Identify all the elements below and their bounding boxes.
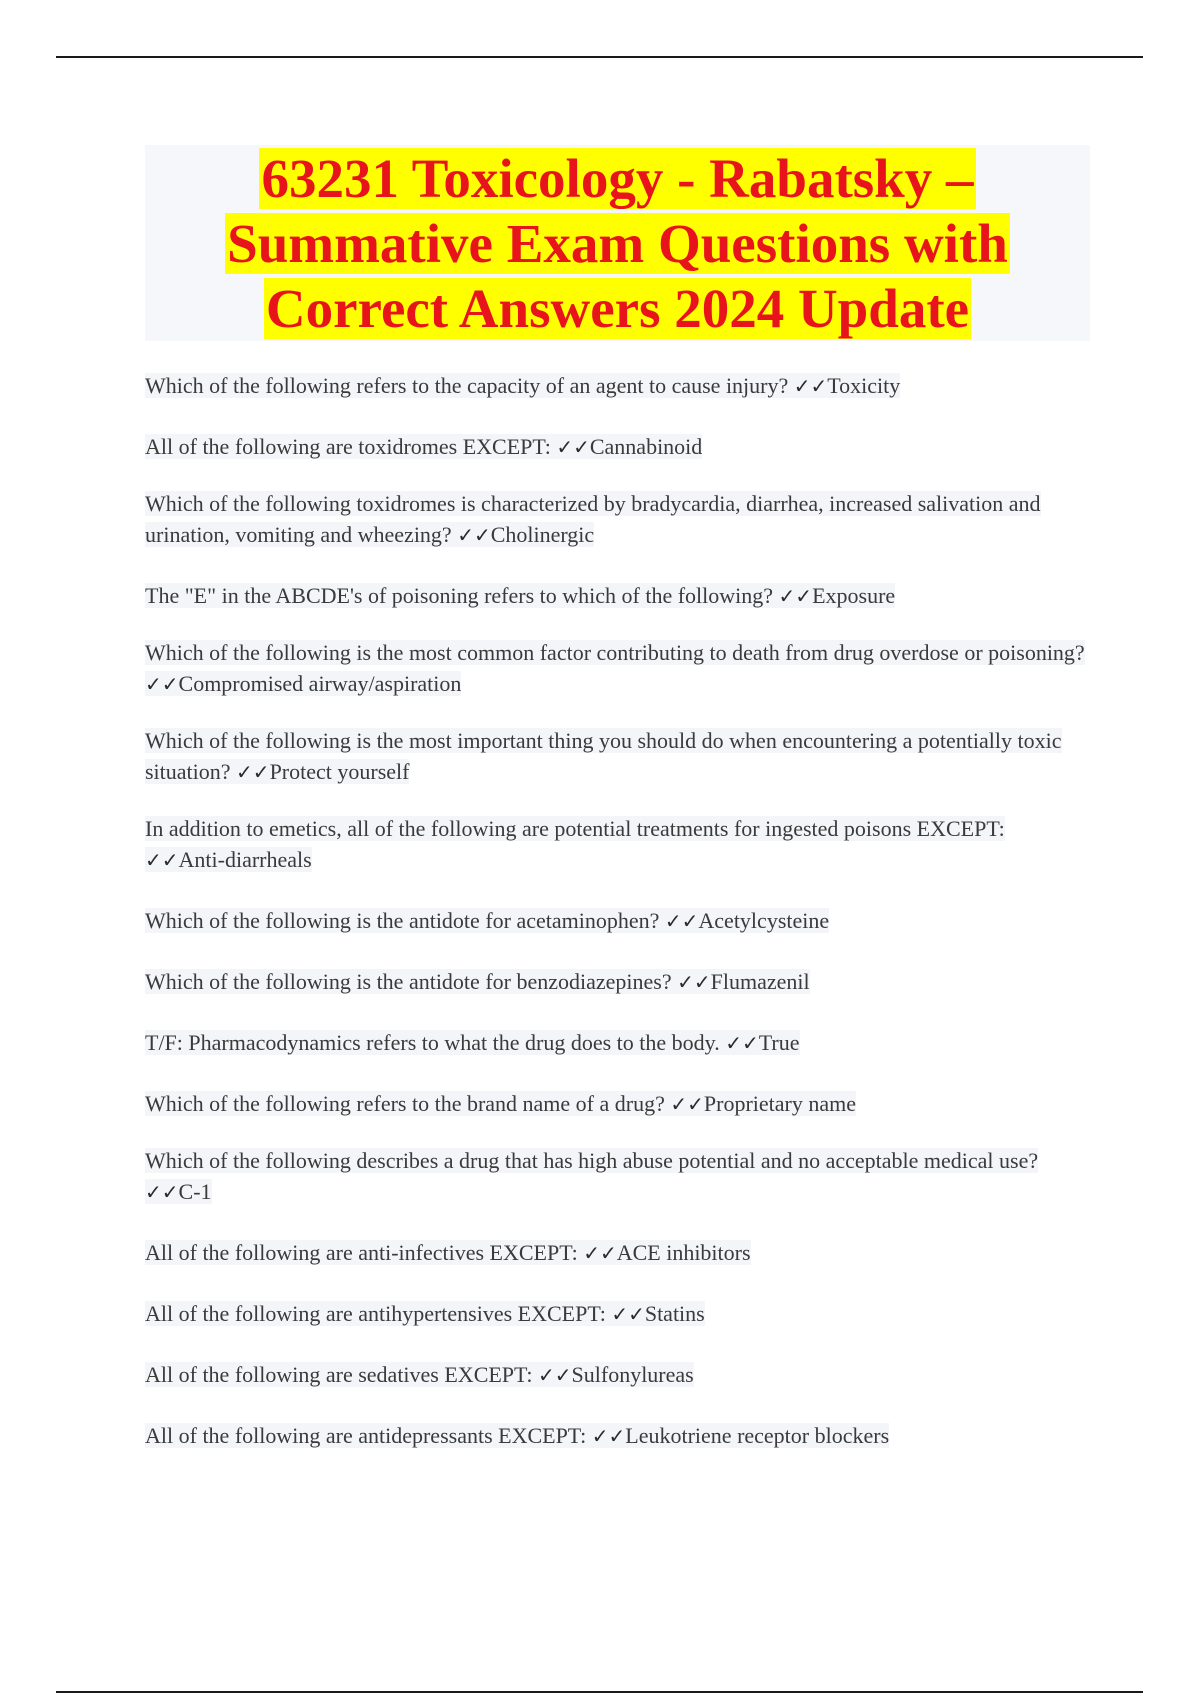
question-text: Which of the following is the most common factor contributing to death from drug overdose or poisoning? — [145, 640, 1085, 665]
qa-list — [145, 370, 1090, 1452]
answer-text: Flumazenil — [710, 969, 810, 994]
answer-text: Sulfonylureas — [571, 1362, 694, 1387]
check-mark-icon: ✓✓ — [457, 523, 491, 547]
check-mark-icon: ✓✓ — [556, 435, 590, 459]
qa-item — [145, 431, 1090, 463]
title-line-1: 63231 Toxicology - Rabatsky – — [261, 147, 974, 209]
question-text: Which of the following is the antidote for benzodiazepines? — [145, 969, 672, 994]
qa-item — [145, 966, 1090, 998]
qa-item — [145, 1088, 1090, 1120]
question-text: Which of the following is the most important thing you should do when encountering a potentially toxic situation? — [145, 728, 1062, 784]
check-mark-icon: ✓✓ — [236, 760, 270, 784]
qa-item — [145, 813, 1090, 876]
check-mark-icon: ✓✓ — [725, 1031, 759, 1055]
answer-text: Cholinergic — [490, 522, 595, 547]
question-text: T/F: Pharmacodynamics refers to what the drug does to the body. — [145, 1030, 720, 1055]
qa-item — [145, 1027, 1090, 1059]
top-rule — [56, 56, 1143, 58]
check-mark-icon: ✓✓ — [145, 848, 179, 872]
title-block — [145, 145, 1090, 341]
qa-item — [145, 1359, 1090, 1391]
answer-text: Acetylcysteine — [698, 908, 830, 933]
question-text: All of the following are toxidromes EXCEPT: — [145, 434, 551, 459]
qa-item — [145, 637, 1090, 700]
title-line-2: Summative Exam Questions with — [227, 212, 1008, 274]
qa-item — [145, 1298, 1090, 1330]
bottom-rule — [56, 1691, 1143, 1693]
check-mark-icon: ✓✓ — [664, 909, 699, 933]
qa-item — [145, 725, 1090, 788]
question-text: Which of the following refers to the capacity of an agent to cause injury? — [145, 373, 789, 398]
check-mark-icon: ✓✓ — [793, 374, 828, 398]
question-text: All of the following are antihypertensives EXCEPT: — [145, 1301, 606, 1326]
check-mark-icon: ✓✓ — [583, 1241, 617, 1265]
answer-text: Protect yourself — [269, 759, 410, 784]
qa-item — [145, 370, 1090, 402]
question-text: In addition to emetics, all of the following are potential treatments for ingested poisons EXCEPT: — [145, 816, 1005, 841]
answer-text: Toxicity — [827, 373, 901, 398]
answer-text: ACE inhibitors — [616, 1240, 751, 1265]
check-mark-icon: ✓✓ — [778, 584, 813, 608]
qa-item — [145, 1145, 1090, 1208]
question-text: Which of the following toxidromes is characterized by bradycardia, diarrhea, increased salivation and urination, vomiting and wheezing? — [145, 491, 1041, 547]
check-mark-icon: ✓✓ — [677, 970, 711, 994]
check-mark-icon: ✓✓ — [145, 1180, 179, 1204]
answer-text: Cannabinoid — [589, 434, 703, 459]
check-mark-icon: ✓✓ — [591, 1424, 626, 1448]
answer-text: True — [758, 1030, 800, 1055]
question-text: The "E" in the ABCDE's of poisoning refers to which of the following? — [145, 583, 774, 608]
qa-item — [145, 1420, 1090, 1452]
answer-text: Anti-diarrheals — [178, 847, 312, 872]
check-mark-icon: ✓✓ — [145, 672, 179, 696]
question-text: All of the following are antidepressants EXCEPT: — [145, 1423, 587, 1448]
document-title — [225, 146, 1010, 341]
check-mark-icon: ✓✓ — [538, 1363, 572, 1387]
answer-text: Exposure — [812, 583, 896, 608]
answer-text: Compromised airway/aspiration — [178, 671, 462, 696]
answer-text: Proprietary name — [703, 1091, 856, 1116]
answer-text: Leukotriene receptor blockers — [625, 1423, 890, 1448]
qa-item — [145, 1237, 1090, 1269]
title-line-3: Correct Answers 2024 Update — [265, 277, 970, 339]
check-mark-icon: ✓✓ — [611, 1302, 645, 1326]
answer-text: C-1 — [178, 1179, 212, 1204]
qa-item — [145, 580, 1090, 612]
question-text: All of the following are sedatives EXCEPT: — [145, 1362, 533, 1387]
question-text: All of the following are anti-infectives EXCEPT: — [145, 1240, 578, 1265]
check-mark-icon: ✓✓ — [670, 1092, 704, 1116]
question-text: Which of the following refers to the brand name of a drug? — [145, 1091, 665, 1116]
qa-item — [145, 488, 1090, 551]
question-text: Which of the following describes a drug that has high abuse potential and no acceptable medical use? — [145, 1148, 1039, 1173]
question-text: Which of the following is the antidote for acetaminophen? — [145, 908, 660, 933]
qa-item — [145, 905, 1090, 937]
answer-text: Statins — [644, 1301, 705, 1326]
